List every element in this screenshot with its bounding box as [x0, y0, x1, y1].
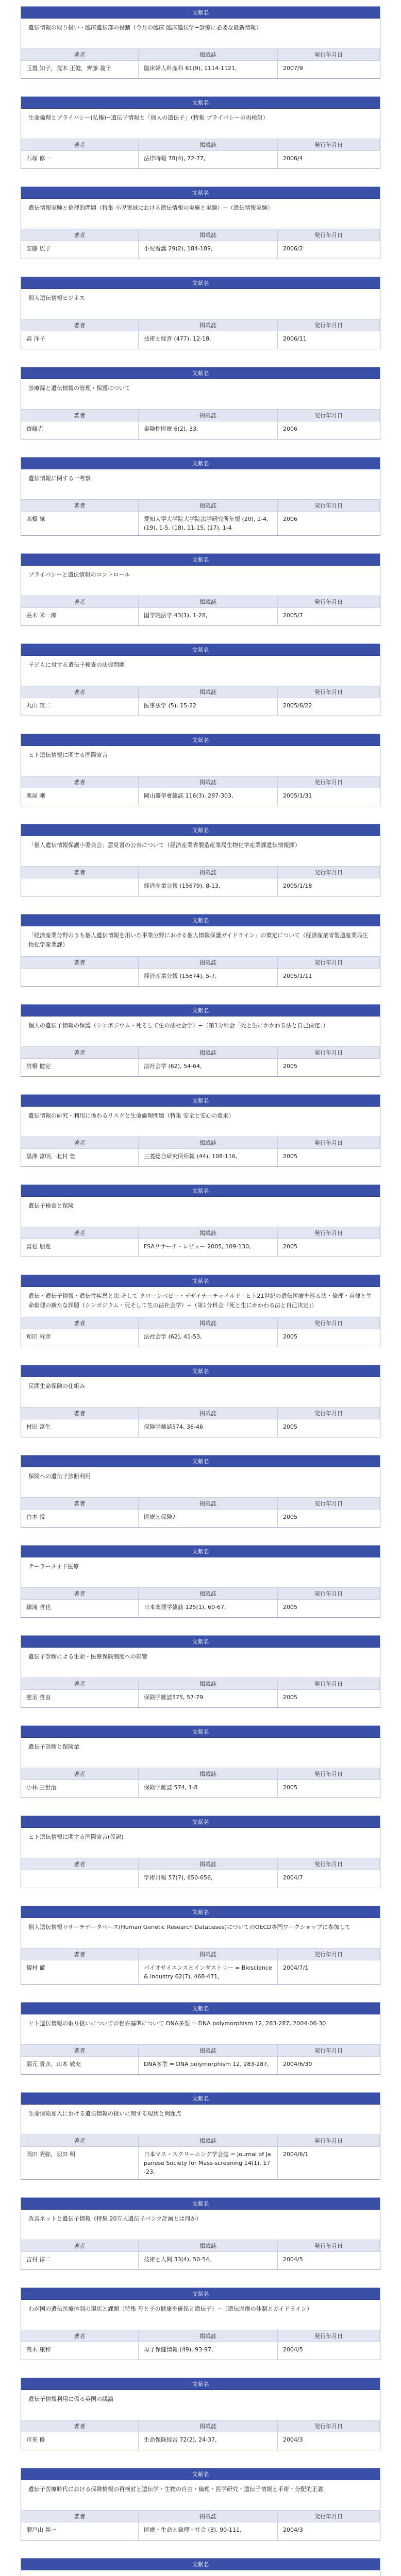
record-columns: [21, 2240, 380, 2269]
record-columns: [21, 1588, 380, 1617]
journal-column-header: 掲載誌: [139, 1047, 278, 1059]
date-value: 2006: [283, 516, 297, 522]
record-header: 文献名: [21, 1906, 380, 1918]
journal-column-header: 掲載誌: [139, 2511, 278, 2522]
date-column-header: 発行年月日: [278, 1047, 380, 1059]
record-columns: [21, 1047, 380, 1076]
document-record: [21, 2468, 380, 2540]
document-title: 保険への遺伝子診断利用: [21, 1467, 380, 1498]
date-column-header: 発行年月日: [278, 686, 380, 698]
author-value: 石塚 修一: [21, 151, 139, 168]
journal-value: 臨床婦人科産科 61(9), 1114-1121,: [139, 61, 278, 78]
date-column-header: 発行年月日: [278, 1317, 380, 1329]
document-record: [21, 914, 380, 987]
date-column-header: 発行年月日: [278, 229, 380, 241]
document-title: 遺伝・遺伝子情報・遺伝性疾患と法 そして クローンベビー・デザイナーチャイルド−ヒト21世紀の遺伝医療を巡る法・倫理・自律と生命倫理の新たな課題（シンポジウム・死そして生の法社会学）−（第1分科会「死と生にかかわる法と自己決定」）: [21, 1287, 380, 1317]
author-column-header: 著者: [21, 1137, 139, 1149]
record-header: 文献名: [21, 1816, 380, 1828]
author-value: 岡田 秀弥，羽田 明: [21, 2147, 139, 2179]
document-title: わが国の遺伝医療体制の現状と課題（特集 母と子の健康を確保と遺伝子）−（遺伝医療の体制とガイドライン）: [21, 2300, 380, 2330]
journal-column-header: 掲載誌: [139, 1768, 278, 1780]
document-record: [21, 96, 380, 169]
journal-value: 泰険性医療 6(2), 33,: [139, 421, 278, 439]
journal-column-header: 掲載誌: [139, 319, 278, 331]
journal-column-header: 掲載誌: [139, 776, 278, 788]
document-record: [21, 553, 380, 626]
date-value: 2004/6/30: [283, 2061, 312, 2067]
author-value: [21, 878, 139, 896]
document-title: [21, 2570, 380, 2576]
date-column-header: 発行年月日: [278, 867, 380, 878]
journal-value: 日本マス・スクリーニング学会誌 = Journal of Japanese Society for Mass-screening 14(1), 17-23,: [139, 2147, 278, 2179]
record-header: 文献名: [21, 1365, 380, 1377]
date-column-header: 発行年月日: [278, 2135, 380, 2147]
journal-value: バイオサイエンスとインダストリー = Bioscience & industry 62(7), 468-471,: [139, 1960, 278, 1984]
document-title: 遺伝情報の取り扱い・臨床遺伝部の役割（今月の臨床 臨床遺伝学−診療に必要な最新情報）: [21, 19, 380, 49]
author-value: 慈羽 哲由: [21, 1690, 139, 1707]
date-column-header: 発行年月日: [278, 49, 380, 61]
author-value: 白木 悦: [21, 1510, 139, 1527]
date-value: 2005: [283, 1063, 297, 1070]
date-value: 2004/6/1: [283, 2151, 309, 2158]
document-title: 個人遺伝情報リサーチデータベース(Human Genetic Research Databases)についてのOECD専門ワークショップに参加して: [21, 1918, 380, 1948]
document-title: 遺伝子医療時代における保険情報の再検討と遺伝学・生物の自由・倫理・医学研究・遺伝子情報と手術・分配的正義: [21, 2480, 380, 2511]
date-value: 2005/7: [283, 612, 303, 619]
document-title: 遺伝子情報利用に係る英国の議論: [21, 2390, 380, 2420]
date-column-header: 発行年月日: [278, 2240, 380, 2252]
author-column-header: 著者: [21, 1678, 139, 1690]
date-column-header: 発行年月日: [278, 1588, 380, 1600]
author-value: 小林 三世治: [21, 1780, 139, 1798]
date-value: 2005/1/18: [283, 883, 312, 889]
journal-column-header: 掲載誌: [139, 1227, 278, 1239]
date-column-header: 発行年月日: [278, 776, 380, 788]
author-column-header: 著者: [21, 2330, 139, 2342]
date-column-header: 発行年月日: [278, 410, 380, 421]
document-record: [21, 1275, 380, 1347]
date-value: 2004/5: [283, 2256, 303, 2263]
date-value: 2006: [283, 426, 297, 432]
document-record: [21, 367, 380, 439]
author-column-header: 著者: [21, 1948, 139, 1960]
author-value: 村田 富生: [21, 1419, 139, 1437]
document-record: [21, 1094, 380, 1167]
document-record: [21, 277, 380, 349]
journal-column-header: 掲載誌: [139, 139, 278, 151]
document-title: 生命保険加入における遺伝情報の扱いに関する現状と問題点: [21, 2105, 380, 2135]
document-record: [21, 2002, 380, 2075]
record-header: 文献名: [21, 2288, 380, 2300]
date-value: 2005: [283, 1694, 297, 1701]
document-title: 「個人遺伝情報保護小委員会」意見書の公表について（経済産業省製造産業局生物化学産業課遺伝情報課）: [21, 836, 380, 867]
record-header: 文献名: [21, 1636, 380, 1648]
author-value: 和田 幹彦: [21, 1329, 139, 1347]
journal-column-header: 掲載誌: [139, 500, 278, 512]
author-column-header: 著者: [21, 2045, 139, 2057]
document-record: [21, 2092, 380, 2180]
date-value: 2005: [283, 1333, 297, 1340]
record-columns: [21, 1137, 380, 1166]
record-header: 文献名: [21, 367, 380, 379]
author-column-header: 著者: [21, 1047, 139, 1059]
author-column-header: 著者: [21, 867, 139, 878]
journal-column-header: 掲載誌: [139, 596, 278, 608]
journal-column-header: 掲載誌: [139, 229, 278, 241]
date-value: 2006/4: [283, 155, 303, 162]
record-header: 文献名: [21, 1185, 380, 1197]
record-header: 文献名: [21, 97, 380, 109]
document-title: プライバシーと遺伝情報のコントロール: [21, 566, 380, 596]
document-record: [21, 1455, 380, 1528]
document-record: [21, 2378, 380, 2450]
journal-column-header: 掲載誌: [139, 49, 278, 61]
document-record: [21, 2558, 380, 2576]
journal-value: 医療と保険7: [139, 1510, 278, 1527]
journal-column-header: 掲載誌: [139, 1678, 278, 1690]
author-column-header: 著者: [21, 776, 139, 788]
journal-value: 保険学雑誌574, 36-46: [139, 1419, 278, 1437]
journal-column-header: 掲載誌: [139, 1317, 278, 1329]
document-record: [21, 1545, 380, 1618]
author-column-header: 著者: [21, 957, 139, 969]
author-value: 隅元 貴彦，山本 敏充: [21, 2057, 139, 2074]
journal-value: 生命保険経営 72(2), 24-37,: [139, 2432, 278, 2450]
journal-column-header: 掲載誌: [139, 2045, 278, 2057]
document-title: 生命倫理とプライバシー(私権)−遺伝子情報と「個人の遺伝子」（特集 プライバシーの再検討）: [21, 109, 380, 139]
journal-value: FSAリサーチ・レビュー 2005, 109-130,: [139, 1239, 278, 1257]
record-header: 文献名: [21, 644, 380, 656]
document-record: [21, 1816, 380, 1888]
date-value: 2004/7/1: [283, 1964, 309, 1971]
document-title: 個人遺伝情報ビジネス: [21, 289, 380, 319]
journal-value: 医事法学 (5), 15-22: [139, 698, 278, 716]
author-column-header: 著者: [21, 596, 139, 608]
document-title: 遺伝子検査と保険: [21, 1197, 380, 1227]
document-title: 遺伝情報に関する一考察: [21, 469, 380, 500]
author-value: 齋藤克: [21, 421, 139, 439]
document-record: [21, 1906, 380, 1985]
record-header: 文献名: [21, 277, 380, 289]
record-header: 文献名: [21, 457, 380, 469]
author-column-header: 著者: [21, 410, 139, 421]
journal-column-header: 掲載誌: [139, 957, 278, 969]
author-value: 栗屋 剛: [21, 788, 139, 806]
record-header: 文献名: [21, 187, 380, 199]
journal-column-header: 掲載誌: [139, 686, 278, 698]
author-column-header: 著者: [21, 1408, 139, 1419]
record-columns: [21, 139, 380, 168]
record-columns: [21, 410, 380, 439]
author-value: 市來 修: [21, 2432, 139, 2450]
date-value: 2005: [283, 1243, 297, 1250]
document-title: 「経済産業分野のうち個人遺伝情報を用いた事業分野における個人情報保護ガイドライン」の策定について（経済産業省製造産業局生物化学産業課）: [21, 926, 380, 957]
record-columns: [21, 2135, 380, 2179]
date-value: 2005/1/11: [283, 973, 312, 979]
record-header: 文献名: [21, 734, 380, 746]
journal-column-header: 掲載誌: [139, 1588, 278, 1600]
document-record: [21, 6, 380, 79]
journal-column-header: 掲載誌: [139, 1137, 278, 1149]
date-column-header: 発行年月日: [278, 2045, 380, 2057]
journal-value: 保険学雑誌 574, 1-8: [139, 1780, 278, 1798]
document-record: [21, 1004, 380, 1077]
record-columns: [21, 49, 380, 78]
date-value: 2005: [283, 1604, 297, 1611]
record-columns: [21, 1948, 380, 1984]
journal-value: 保険学雑誌575, 57-79: [139, 1690, 278, 1707]
author-value: 瀬戸山 晃一: [21, 2522, 139, 2540]
date-value: 2005: [283, 1423, 297, 1430]
date-value: 2005/6/22: [283, 702, 312, 709]
date-value: 2004/7: [283, 1874, 303, 1881]
author-value: 吉村 淳二: [21, 2252, 139, 2269]
date-value: 2006/2: [283, 245, 303, 252]
document-title: 遺伝情報実験と倫理的問題（特集 小児領域における遺伝情報の実施と実験）−（遺伝情報実験）: [21, 199, 380, 229]
record-header: 文献名: [21, 2003, 380, 2014]
author-value: 鎌滝 哲也: [21, 1600, 139, 1617]
document-record: [21, 2197, 380, 2270]
date-value: 2007/9: [283, 65, 303, 72]
document-title: ヒト遺伝情報の取り扱いについての世界基準について DNA多型 = DNA polymorphism 12, 283-287, 2004-06-30: [21, 2014, 380, 2045]
journal-value: 法社会学 (62), 41-53,: [139, 1329, 278, 1347]
journal-value: 技術と経営 (477), 12-18,: [139, 331, 278, 349]
author-column-header: 著者: [21, 500, 139, 512]
document-record: [21, 1725, 380, 1798]
record-header: 文献名: [21, 914, 380, 926]
record-columns: [21, 229, 380, 259]
journal-value: 国学院法学 43(1), 1-28,: [139, 608, 278, 625]
journal-column-header: 掲載誌: [139, 2240, 278, 2252]
record-columns: [21, 1317, 380, 1347]
document-title: 改善ネットと遺伝子情報（特集 20万人遺伝子バンク計画とは何か）: [21, 2210, 380, 2240]
journal-value: DNA多型 = DNA polymorphism 12, 283-287,: [139, 2057, 278, 2074]
record-columns: [21, 1678, 380, 1707]
journal-value: 学術月報 57(7), 650-656,: [139, 1870, 278, 1888]
journal-value: 法社会学 (62), 54-64,: [139, 1059, 278, 1076]
record-header: 文献名: [21, 1546, 380, 1557]
document-record: [21, 734, 380, 806]
date-column-header: 発行年月日: [278, 1678, 380, 1690]
document-record: [21, 824, 380, 896]
author-column-header: 著者: [21, 1498, 139, 1510]
author-column-header: 著者: [21, 1858, 139, 1870]
journal-column-header: 掲載誌: [139, 1858, 278, 1870]
record-header: 文献名: [21, 824, 380, 836]
record-columns: [21, 2420, 380, 2450]
author-column-header: 著者: [21, 2135, 139, 2147]
record-header: 文献名: [21, 2558, 380, 2570]
journal-column-header: 掲載誌: [139, 867, 278, 878]
author-value: [21, 1870, 139, 1888]
record-header: 文献名: [21, 1455, 380, 1467]
record-header: 文献名: [21, 2468, 380, 2480]
author-column-header: 著者: [21, 1588, 139, 1600]
document-record: [21, 2287, 380, 2360]
record-columns: [21, 776, 380, 806]
document-record: [21, 1365, 380, 1437]
document-record: [21, 643, 380, 716]
document-title: 民間生命保険の仕組み: [21, 1377, 380, 1408]
date-column-header: 発行年月日: [278, 2420, 380, 2432]
author-value: 安藤 広子: [21, 241, 139, 259]
journal-value: 日本薬理学雑誌 125(1), 60-67,: [139, 1600, 278, 1617]
record-columns: [21, 1227, 380, 1257]
document-title: 遺伝情報の研究・利用に係わるリスクと生命倫理問題（特集 安全と安心の追求）: [21, 1107, 380, 1137]
author-column-header: 著者: [21, 1317, 139, 1329]
date-value: 2005: [283, 1784, 297, 1791]
document-title: ヒト遺伝情報に関する国際宣言(仮訳): [21, 1828, 380, 1858]
journal-column-header: 掲載誌: [139, 410, 278, 421]
document-title: 遺伝子診断による生命・医療保険制度への影響: [21, 1648, 380, 1678]
author-value: 冨松 朋夏: [21, 1239, 139, 1257]
date-column-header: 発行年月日: [278, 139, 380, 151]
date-column-header: 発行年月日: [278, 2330, 380, 2342]
journal-column-header: 掲載誌: [139, 1948, 278, 1960]
journal-value: 母子保健情報 (49), 93-97,: [139, 2342, 278, 2360]
journal-value: 経済産業公報 (15674), 5-7,: [139, 969, 278, 986]
record-header: 文献名: [21, 2198, 380, 2210]
author-column-header: 著者: [21, 319, 139, 331]
document-record: [21, 457, 380, 536]
record-header: 文献名: [21, 1275, 380, 1287]
author-value: 僊村 徹: [21, 1960, 139, 1984]
journal-value: 法律時報 78(4), 72-77,: [139, 151, 278, 168]
journal-value: 三菱総合研究所所報 (44), 108-116,: [139, 1149, 278, 1166]
document-title: 個人の遺伝子情報の保護（シンポジウム・死そして生の法社会学）−（第1分科会「死と生にかかわる法と自己決定」）: [21, 1016, 380, 1047]
journal-column-header: 掲載誌: [139, 2135, 278, 2147]
record-header: 文献名: [21, 1005, 380, 1016]
date-value: 2004/3: [283, 2436, 303, 2443]
record-columns: [21, 2511, 380, 2540]
author-value: 丸山 英二: [21, 698, 139, 716]
date-column-header: 発行年月日: [278, 1227, 380, 1239]
author-column-header: 著者: [21, 2511, 139, 2522]
date-column-header: 発行年月日: [278, 957, 380, 969]
record-columns: [21, 2045, 380, 2074]
date-value: 2005: [283, 1514, 297, 1520]
record-columns: [21, 1768, 380, 1798]
author-value: 玉置 知子，荒木 正健，齊藤 義子: [21, 61, 139, 78]
author-column-header: 著者: [21, 49, 139, 61]
record-header: 文献名: [21, 1095, 380, 1107]
date-value: 2006/11: [283, 335, 307, 342]
date-column-header: 発行年月日: [278, 1948, 380, 1960]
record-columns: [21, 596, 380, 625]
record-header: 文献名: [21, 7, 380, 19]
journal-column-header: 掲載誌: [139, 1408, 278, 1419]
record-header: 文献名: [21, 1726, 380, 1738]
date-column-header: 発行年月日: [278, 500, 380, 512]
date-column-header: 発行年月日: [278, 596, 380, 608]
journal-value: 愛知大学大学院大学院法学研究所年報 (20), 1-4, (19), 1-5, (18), 11-15, (17), 1-4: [139, 512, 278, 535]
document-record: [21, 1184, 380, 1257]
date-value: 2004/3: [283, 2527, 303, 2533]
record-header: 文献名: [21, 2378, 380, 2390]
document-title: テーラーメイド医療: [21, 1557, 380, 1588]
journal-value: 小児看護 29(2), 184-189,: [139, 241, 278, 259]
record-header: 文献名: [21, 2093, 380, 2105]
record-columns: [21, 957, 380, 986]
date-column-header: 発行年月日: [278, 1768, 380, 1780]
date-column-header: 発行年月日: [278, 1408, 380, 1419]
document-title: 子どもに対する遺伝子検査の法律問題: [21, 656, 380, 686]
date-value: 2005: [283, 1153, 297, 1160]
record-columns: [21, 1408, 380, 1437]
document-record: [21, 1635, 380, 1708]
record-header: 文献名: [21, 554, 380, 566]
author-value: 黒澤 富明，北村 豊: [21, 1149, 139, 1166]
author-value: 森 洋子: [21, 331, 139, 349]
record-columns: [21, 1858, 380, 1888]
date-value: 2004/5: [283, 2346, 303, 2353]
date-column-header: 発行年月日: [278, 2511, 380, 2522]
journal-value: 経済産業公報 (15679), 8-13,: [139, 878, 278, 896]
record-columns: [21, 2330, 380, 2360]
document-title: 診療録と遺伝情報の管理・保護について: [21, 379, 380, 410]
document-title: ヒト遺伝情報に関する国際宣言: [21, 746, 380, 776]
author-column-header: 著者: [21, 2420, 139, 2432]
journal-column-header: 掲載誌: [139, 2330, 278, 2342]
author-column-header: 著者: [21, 229, 139, 241]
author-value: 高橋 肇: [21, 512, 139, 535]
author-value: 岩橋 健定: [21, 1059, 139, 1076]
author-column-header: 著者: [21, 1768, 139, 1780]
date-column-header: 発行年月日: [278, 319, 380, 331]
author-value: [21, 969, 139, 986]
author-column-header: 著者: [21, 1227, 139, 1239]
author-value: 萬木 康和: [21, 2342, 139, 2360]
journal-column-header: 掲載誌: [139, 1498, 278, 1510]
journal-column-header: 掲載誌: [139, 2420, 278, 2432]
date-value: 2005/1/31: [283, 792, 312, 799]
record-columns: [21, 686, 380, 716]
record-columns: [21, 867, 380, 896]
author-value: 長木 米一郎: [21, 608, 139, 625]
document-record: [21, 187, 380, 259]
record-columns: [21, 319, 380, 349]
document-title: 遺伝子診断と保険業: [21, 1738, 380, 1768]
author-column-header: 著者: [21, 2240, 139, 2252]
record-columns: [21, 1498, 380, 1527]
record-columns: [21, 500, 380, 535]
date-column-header: 発行年月日: [278, 1858, 380, 1870]
author-column-header: 著者: [21, 139, 139, 151]
journal-value: 岡山醫學會雑誌 116(3), 297-303,: [139, 788, 278, 806]
journal-value: 技術と人間 33(4), 50-54,: [139, 2252, 278, 2269]
author-column-header: 著者: [21, 686, 139, 698]
date-column-header: 発行年月日: [278, 1498, 380, 1510]
journal-value: 医療・生命と倫理・社会 (3), 90-111,: [139, 2522, 278, 2540]
date-column-header: 発行年月日: [278, 1137, 380, 1149]
